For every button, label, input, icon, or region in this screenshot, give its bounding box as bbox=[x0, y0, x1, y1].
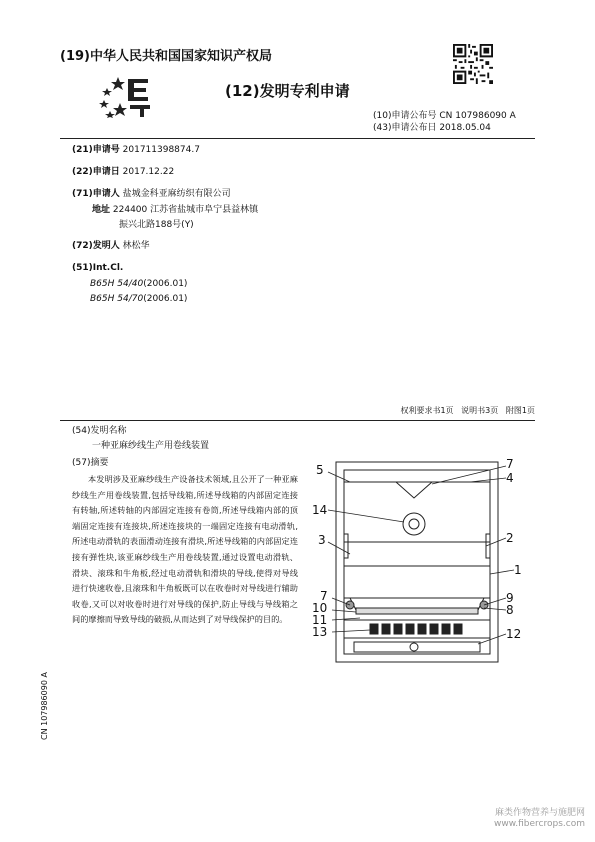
watermark-line1: 麻类作物营养与施肥网 bbox=[494, 808, 585, 818]
address-line2: 振兴北路188号(Y) bbox=[119, 220, 194, 230]
issuing-office: (19)中华人民共和国国家知识产权局 bbox=[60, 49, 272, 64]
application-date bbox=[72, 166, 174, 178]
page-counts: 权利要求书1页 说明书3页 附图1页 bbox=[400, 406, 535, 415]
drawing-elastic-blocks bbox=[370, 624, 462, 634]
watermark-line2: www.fibercrops.com bbox=[494, 819, 585, 829]
application-number bbox=[72, 144, 200, 156]
drawing-spool-outer bbox=[403, 513, 425, 535]
ipc2-code: B65H 54/70 bbox=[90, 294, 144, 304]
drawing-label-7-top: 7 bbox=[506, 458, 514, 471]
drawing-label-12: 12 bbox=[506, 627, 522, 641]
abstract-drawing bbox=[310, 458, 530, 668]
applicant-label: (71)申请人 bbox=[72, 189, 120, 199]
app-no-value: 201711398874.7 bbox=[122, 145, 200, 155]
drawing-label-8: 8 bbox=[506, 603, 514, 617]
inventor-label: (72)发明人 bbox=[72, 241, 120, 251]
drawing-label-1: 1 bbox=[514, 563, 522, 577]
site-watermark bbox=[494, 808, 585, 830]
drawing-label-10: 10 bbox=[312, 601, 328, 615]
drawing-label-11: 11 bbox=[312, 613, 328, 627]
address-label: 地址 bbox=[92, 205, 111, 215]
publication-info bbox=[373, 110, 516, 134]
header-divider bbox=[60, 138, 535, 139]
drawing-spool-axle bbox=[409, 519, 419, 529]
drawing-label-2: 2 bbox=[506, 531, 514, 545]
ipc-label-text: (51)Int.Cl. bbox=[72, 263, 124, 273]
publication-date: (43)申请公布日 2018.05.04 bbox=[373, 123, 491, 133]
app-date-label: (22)申请日 bbox=[72, 167, 120, 177]
address-line1: 224400 江苏省盐城市阜宁县益林镇 bbox=[112, 205, 259, 215]
drawing-label-14: 14 bbox=[312, 503, 328, 517]
side-publication-number: CN 107986090 A bbox=[40, 672, 49, 740]
address bbox=[92, 204, 258, 216]
publication-number: (10)申请公布号 CN 107986090 A bbox=[373, 111, 516, 121]
drawing-connector-block bbox=[396, 482, 432, 498]
abstract-text: 本发明涉及亚麻纱线生产设备技术领域,且公开了一种亚麻纱线生产用卷线装置,包括导线箱,所述导线箱的内部固定连接有转轴,所述转轴的内部固定连接有卷筒,所述导线箱内部的顶端固定连接有连接块,所述连接块的一端固定连接有电动滑轨,所述电动滑轨的表面滑动连接有滑块,所述导线箱的内部固定连接有弹性块,该亚麻纱线生产用卷线装置,通过设置电动滑轨、滑块、滚珠和牛角板,经过电动滑轨和滑块的导线,使得对导线进行快速收卷,且滚珠和牛角板既可以在收卷时对导线进行辅助收卷,又可以对收卷时进行对导线的保护,防止导线与导线箱之间的摩擦而导致导线的破损,从而达到了对导线保护的目的。 bbox=[72, 474, 298, 625]
drawing-inner-box bbox=[344, 470, 490, 654]
app-date-value: 2017.12.22 bbox=[122, 167, 175, 177]
ipc-class-2 bbox=[90, 293, 187, 305]
drawing-label-3: 3 bbox=[318, 533, 326, 547]
inventor bbox=[72, 240, 150, 252]
abstract-label: (57)摘要 bbox=[72, 458, 109, 468]
ipc2-version: (2006.01) bbox=[143, 294, 188, 304]
drawing-label-7-bottom: 7 bbox=[320, 589, 328, 603]
drawing-outer-box bbox=[336, 462, 498, 662]
drawing-label-9: 9 bbox=[506, 591, 514, 605]
drawing-slide-rail bbox=[356, 608, 478, 614]
applicant-value: 盐城金科亚麻纺织有限公司 bbox=[122, 189, 231, 199]
drawing-label-13: 13 bbox=[312, 625, 328, 639]
drawing-label-5: 5 bbox=[316, 463, 324, 477]
applicant bbox=[72, 188, 231, 200]
ipc1-code: B65H 54/40 bbox=[90, 279, 144, 289]
ipc-class-1 bbox=[90, 278, 187, 290]
invention-title: 一种亚麻纱线生产用卷线装置 bbox=[92, 441, 210, 451]
qr-code bbox=[453, 44, 493, 84]
inventor-value: 林松华 bbox=[122, 241, 150, 251]
title-label: (54)发明名称 bbox=[72, 426, 127, 436]
ipc1-version: (2006.01) bbox=[143, 279, 188, 289]
app-no-label: (21)申请号 bbox=[72, 145, 120, 155]
document-type: (12)发明专利申请 bbox=[225, 82, 350, 100]
ipc-label bbox=[72, 262, 123, 274]
patent-office-emblem bbox=[98, 73, 153, 118]
drawing-label-4: 4 bbox=[506, 471, 514, 485]
section-divider bbox=[60, 420, 535, 421]
